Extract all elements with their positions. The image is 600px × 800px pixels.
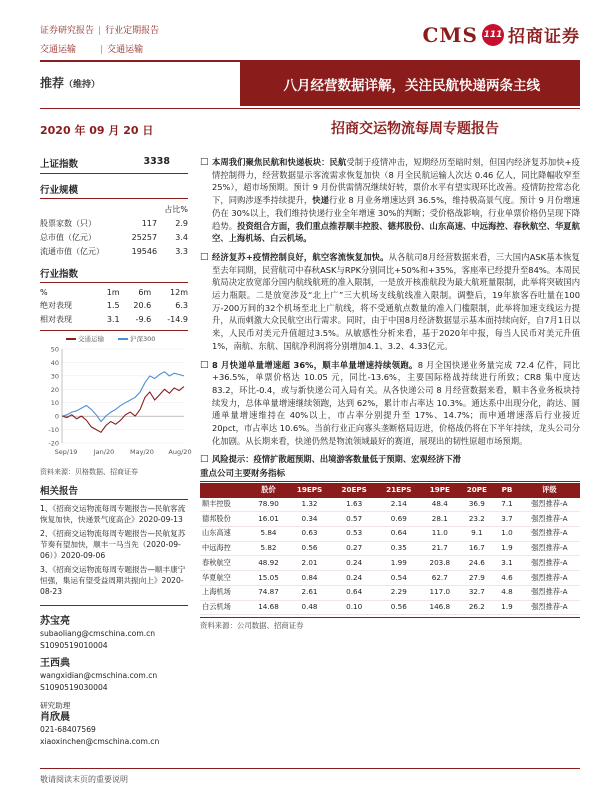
table-cell: 16.7	[458, 541, 495, 556]
index-value: 3338	[143, 156, 170, 167]
table-cell: 春秋航空	[200, 556, 250, 571]
rating-label: 推荐	[40, 76, 65, 90]
table-cell: 山东高速	[200, 526, 250, 541]
related-report[interactable]: 2、《招商交运物流每周专题报告—民航复苏节奏有望加快，顺丰一马当先（2020-09-06）》2020-09-06	[40, 529, 186, 560]
table-cell: 16.01	[250, 512, 287, 527]
y-tick-label: 10	[50, 399, 59, 408]
stock-table	[200, 483, 580, 615]
rating-sub: （维持）	[64, 80, 101, 90]
table-header-cell	[200, 483, 250, 498]
table-cell: 4.8	[495, 585, 518, 600]
scale-title: 行业规模	[40, 182, 188, 199]
related-title: 相关报告	[40, 483, 188, 500]
analyst-cert: S1090519010004	[40, 641, 108, 650]
table-cell: 1.99	[376, 556, 421, 571]
table-cell: 1.0	[495, 526, 518, 541]
table-row	[200, 585, 580, 600]
table-cell: 强烈推荐-A	[519, 585, 580, 600]
scale-table	[40, 202, 188, 258]
table-cell: 0.57	[332, 512, 377, 527]
table-row	[200, 571, 580, 586]
table-cell: 上海机场	[200, 585, 250, 600]
rating	[40, 74, 100, 91]
risk-text: 风险提示：疫情扩散超预期、出境游客数量低于预期、宏观经济下滑	[212, 454, 461, 465]
analyst-name: 王西典	[40, 658, 70, 669]
para-text: 8 月全国快递业务量完成 72.4 亿件，同比+36.5%，单票价格达 10.05 元，同比-13.6%，主要国际格战持续进行所致；CR8 集中度达 83.2，环比-0.4，或与新快递公司入局有关。从各快递公司 8 月经营数据来看，顺丰各业务板块持续发力，总体单量增速继续领跑，达到 62%，累计市占率达 10.3%。通达系中出现分化，韵达、圆通单量增速维持在 40%以上，市占率分别提升至 17%、14.7%；而申通增速落后行业接近 20pct，市占率达 10.6%。当前行业正向寡头垄断格局迈进，价格战仍将在下半年持续，龙头公司分化加剧。从长期来看，快递仍然是物流领域最好的赛道，展现出的韧性原超市场预期。	[212, 359, 580, 446]
perf-value: 6.3	[175, 300, 188, 310]
square-bullet-icon: □	[200, 359, 209, 370]
table-cell: 3.7	[495, 512, 518, 527]
para-text: 行业 8 月业务增速达到 36.5%，维持极高景气度。预计 9 月份增速仍在 30%以上，我们维持快递行业全年增速 30%的判断；受价格战影响，行业单票价格仍呈现下降趋势。	[212, 195, 580, 231]
table-row	[40, 244, 188, 258]
summary-paragraph	[200, 156, 580, 245]
table-cell: 14.68	[250, 600, 287, 615]
table-cell: 强烈推荐-A	[519, 541, 580, 556]
para-text: 受制于疫情冲击，短期经历至暗时刻，但国内经济复苏加快+疫情控制得力，经营数据显示客流需求恢复加快（8 月全民航运输人次达 0.46 亿人，同比降幅收窄至 25%），超市场预期。预计 9 月份供需情况继续好转，票价水平有望实现环比改善。疫情防控常态化下，同购涉逐季持续提升，	[212, 157, 580, 206]
table-cell: 3.1	[495, 556, 518, 571]
table-cell: 11.0	[421, 526, 458, 541]
report-title: 八月经营数据详解，关注民航快递两条主线	[240, 62, 580, 106]
para-keyword: 快递	[312, 195, 330, 206]
table-cell: 0.24	[332, 556, 377, 571]
perf-header: %	[40, 287, 48, 297]
table-row	[40, 286, 188, 298]
para-text: 从各航司8月经营数据来看，三大国内ASK基本恢复至去年同期，民营航司中春秋ASK与RPK分别同比+50%和+35%，客座率已经提升至84%。本周民航局决定放宽部分国内航线航班的准入限制，一是放开核准航段为最大航班量限制，此举将突破国内运力瓶限。二是放宽涉及“北上广”三大机场支线航线准入限制。调整后，19年旅客吞吐量在100万-200万间的32个机场至北上广航线，将不受通航点数量的准入门槛限制，此举将加速支线运力提升，从而刺激大众民航空出行需求。同时，由于中国8月经济数据显示基本面持续向好，自7月1日以来，人民币对美元升值超过3.5%。从敏感性分析来看，基于2020年中报，每当人民币对美元升值1%，南航、东航、国航净利润将分别增加4.1、3.2、4.33亿元。	[212, 251, 580, 351]
table-row	[200, 541, 580, 556]
table-row	[40, 312, 188, 326]
table-cell: 0.56	[287, 541, 332, 556]
square-bullet-icon: □	[200, 454, 209, 465]
table-header-row	[200, 483, 580, 498]
table-cell: 2.61	[287, 585, 332, 600]
table-row	[40, 216, 188, 230]
perf-value: 1.5	[106, 300, 120, 310]
cms-logo	[423, 22, 581, 47]
perf-chart	[40, 330, 192, 463]
report-type-header: 证券研究报告 | 行业定期报告 交通运输 | 交通运输	[40, 26, 160, 55]
perf-table	[40, 286, 188, 326]
table-header-cell: 20PE	[458, 483, 495, 498]
table-row	[40, 298, 188, 312]
related-report[interactable]: 1、《招商交运物流每周专题报告—民航客流恢复加快，快递景气度高企》2020-09-13	[40, 504, 186, 524]
analyst-name: 苏宝亮	[40, 616, 70, 627]
para-lead: 8 月快递单量增速超 36%，顺丰单量增速持续领跑。	[212, 359, 418, 370]
scale-pct: 3.3	[175, 246, 188, 256]
perf-value: 3.1	[106, 314, 120, 324]
index-label: 上证指数	[40, 159, 79, 170]
analyst	[40, 616, 188, 652]
perf-header: 1m	[106, 287, 120, 297]
table-row	[200, 526, 580, 541]
table-cell: 0.54	[376, 571, 421, 586]
series-line	[62, 387, 184, 433]
table-cell: 1.63	[332, 498, 377, 512]
table-header-cell: 评级	[519, 483, 580, 498]
table-cell: 0.35	[376, 541, 421, 556]
table-cell: 27.9	[458, 571, 495, 586]
index-row	[40, 156, 188, 174]
table-row	[200, 512, 580, 527]
table-row	[200, 600, 580, 615]
logo-text: CMS	[422, 22, 478, 47]
table-cell: 117.0	[421, 585, 458, 600]
table-cell: 强烈推荐-A	[519, 512, 580, 527]
y-tick-label: 50	[50, 345, 59, 354]
table-cell: 强烈推荐-A	[519, 498, 580, 512]
table-cell: 4.6	[495, 571, 518, 586]
assistant-email[interactable]: xiaoxinchen@cmschina.com.cn	[40, 737, 160, 746]
perf-value: -9.6	[135, 314, 152, 324]
assistant-label: 研究助理	[40, 701, 71, 710]
title-divider	[40, 108, 580, 109]
perf-value: 20.6	[133, 300, 152, 310]
table-cell: 146.8	[421, 600, 458, 615]
table-cell: 强烈推荐-A	[519, 526, 580, 541]
table-header-cell: 20EPS	[332, 483, 377, 498]
scale-pct: 2.9	[175, 218, 188, 228]
table-cell: 7.1	[495, 498, 518, 512]
table-cell: 36.9	[458, 498, 495, 512]
report-date: 2020 年 09 月 20 日	[40, 124, 154, 137]
table-cell: 0.56	[376, 600, 421, 615]
assistant	[40, 700, 188, 748]
table-cell: 2.14	[376, 498, 421, 512]
report-body	[200, 156, 580, 633]
table-cell: 1.9	[495, 541, 518, 556]
perf-title: 行业指数	[40, 266, 188, 283]
analyst-email[interactable]: wangxidian@cmschina.com.cn	[40, 671, 158, 680]
y-tick-label: 0	[54, 412, 59, 421]
table-cell: 1.32	[287, 498, 332, 512]
table-cell: 强烈推荐-A	[519, 571, 580, 586]
table-cell: 203.8	[421, 556, 458, 571]
sidebar	[40, 156, 192, 748]
table-cell: 9.1	[458, 526, 495, 541]
y-tick-label: -10	[48, 426, 59, 435]
scale-header: 占比%	[164, 204, 188, 214]
perf-header: 12m	[170, 287, 188, 297]
scale-value: 25257	[131, 232, 158, 242]
express-paragraph	[200, 359, 580, 448]
table-cell: 15.05	[250, 571, 287, 586]
y-tick-label: 30	[50, 372, 59, 381]
table-cell: 5.82	[250, 541, 287, 556]
table-cell: 23.2	[458, 512, 495, 527]
category-label: 行业定期报告	[105, 26, 160, 36]
table-cell: 1.9	[495, 600, 518, 615]
para-keyword: 民航	[329, 157, 347, 167]
table-cell: 中远海控	[200, 541, 250, 556]
table-header-cell: 股价	[250, 483, 287, 498]
table-header-cell: PB	[495, 483, 518, 498]
table-header-cell: 19PE	[421, 483, 458, 498]
report-subtitle: 招商交运物流每周专题报告	[331, 121, 499, 137]
category-label: 证券研究报告	[40, 26, 95, 36]
table-cell: 2.29	[376, 585, 421, 600]
table-cell: 强烈推荐-A	[519, 556, 580, 571]
table-cell: 0.48	[287, 600, 332, 615]
y-tick-label: 40	[50, 358, 59, 367]
analyst-block	[40, 605, 188, 748]
series-line	[62, 372, 184, 422]
scale-pct: 3.4	[175, 232, 188, 242]
table-row	[200, 498, 580, 512]
sector-label: 交通运输	[40, 45, 77, 55]
square-bullet-icon: □	[200, 157, 209, 167]
square-bullet-icon: □	[200, 251, 209, 262]
table-cell: 74.87	[250, 585, 287, 600]
table-cell: 0.53	[332, 526, 377, 541]
table-cell: 0.27	[332, 541, 377, 556]
legend-item: 交通运输	[66, 334, 104, 343]
table-cell: 28.1	[421, 512, 458, 527]
table-cell: 0.69	[376, 512, 421, 527]
y-tick-label: 20	[50, 385, 59, 394]
table-cell: 62.7	[421, 571, 458, 586]
sector-label: 交通运输	[107, 45, 144, 55]
table-cell: 0.10	[332, 600, 377, 615]
assistant-name: 肖欣晨	[40, 712, 70, 723]
analyst-email[interactable]: subaoliang@cmschina.com.cn	[40, 629, 156, 638]
perf-label: 相对表现	[40, 314, 72, 324]
x-tick-label: May/20	[130, 448, 154, 456]
table-cell: 78.90	[250, 498, 287, 512]
table-cell: 华夏航空	[200, 571, 250, 586]
table-cell: 顺丰控股	[200, 498, 250, 512]
table-cell: 2.01	[287, 556, 332, 571]
risk-paragraph	[200, 453, 580, 466]
scale-label: 股票家数（只）	[40, 218, 96, 228]
x-tick-label: Aug/20	[168, 448, 192, 456]
chart-source: 资料来源：贝格数据、招商证券	[40, 468, 138, 476]
table-cell: 24.6	[458, 556, 495, 571]
x-tick-label: Sep/19	[54, 448, 78, 456]
table-cell: 26.2	[458, 600, 495, 615]
table-cell: 0.24	[332, 571, 377, 586]
table-cell: 强烈推荐-A	[519, 600, 580, 615]
perf-label: 绝对表现	[40, 300, 72, 310]
chart-legend	[66, 334, 188, 343]
line-chart	[40, 343, 192, 461]
table-row	[200, 556, 580, 571]
stock-table-title: 重点公司主要财务指标	[200, 468, 580, 482]
scale-label: 总市值（亿元）	[40, 232, 96, 242]
footer-disclaimer: 敬请阅读末页的重要说明	[40, 768, 580, 785]
analyst	[40, 658, 188, 694]
assistant-phone: 021-68407569	[40, 725, 96, 734]
table-cell: 0.34	[287, 512, 332, 527]
perf-header: 6m	[138, 287, 152, 297]
table-cell: 5.84	[250, 526, 287, 541]
table-cell: 48.92	[250, 556, 287, 571]
para-lead: 本周我们聚焦民航和快递板块：	[212, 157, 330, 167]
table-cell: 32.7	[458, 585, 495, 600]
table-cell: 德邦股份	[200, 512, 250, 527]
table-header-cell: 21EPS	[376, 483, 421, 498]
scale-value: 117	[141, 218, 158, 228]
table-header-cell: 19EPS	[287, 483, 332, 498]
perf-value: -14.9	[167, 314, 188, 324]
table-cell: 0.64	[376, 526, 421, 541]
table-cell: 0.63	[287, 526, 332, 541]
table-source: 资料来源：公司数据、招商证券	[200, 617, 580, 633]
table-cell: 48.4	[421, 498, 458, 512]
para-highlight: 投资组合方面，我们重点推荐顺丰控股、德邦股份、山东高速、中远海控、春秋航空、华夏航空、上海机场、白云机场。	[212, 220, 580, 244]
table-cell: 0.64	[332, 585, 377, 600]
aviation-paragraph	[200, 251, 580, 353]
legend-item: 沪深300	[118, 334, 155, 343]
scale-value: 19546	[131, 246, 158, 256]
logo-cn-text: 招商证券	[508, 27, 580, 47]
x-tick-label: Jan/20	[93, 448, 115, 456]
related-report[interactable]: 3、《招商交运物流每周专题报告—顺丰康宁恒强，集运有望受益周期共振向上》2020-08-23	[40, 565, 186, 596]
table-row	[40, 230, 188, 244]
table-cell: 0.84	[287, 571, 332, 586]
analyst-cert: S1090519030004	[40, 683, 108, 692]
table-cell: 白云机场	[200, 600, 250, 615]
table-cell: 21.7	[421, 541, 458, 556]
logo-badge-icon: 111	[482, 24, 504, 46]
para-lead: 经济复苏+疫情控制良好，航空客流恢复加快。	[212, 251, 389, 262]
y-tick-label: -20	[48, 439, 59, 448]
scale-label: 流通市值（亿元）	[40, 246, 104, 256]
